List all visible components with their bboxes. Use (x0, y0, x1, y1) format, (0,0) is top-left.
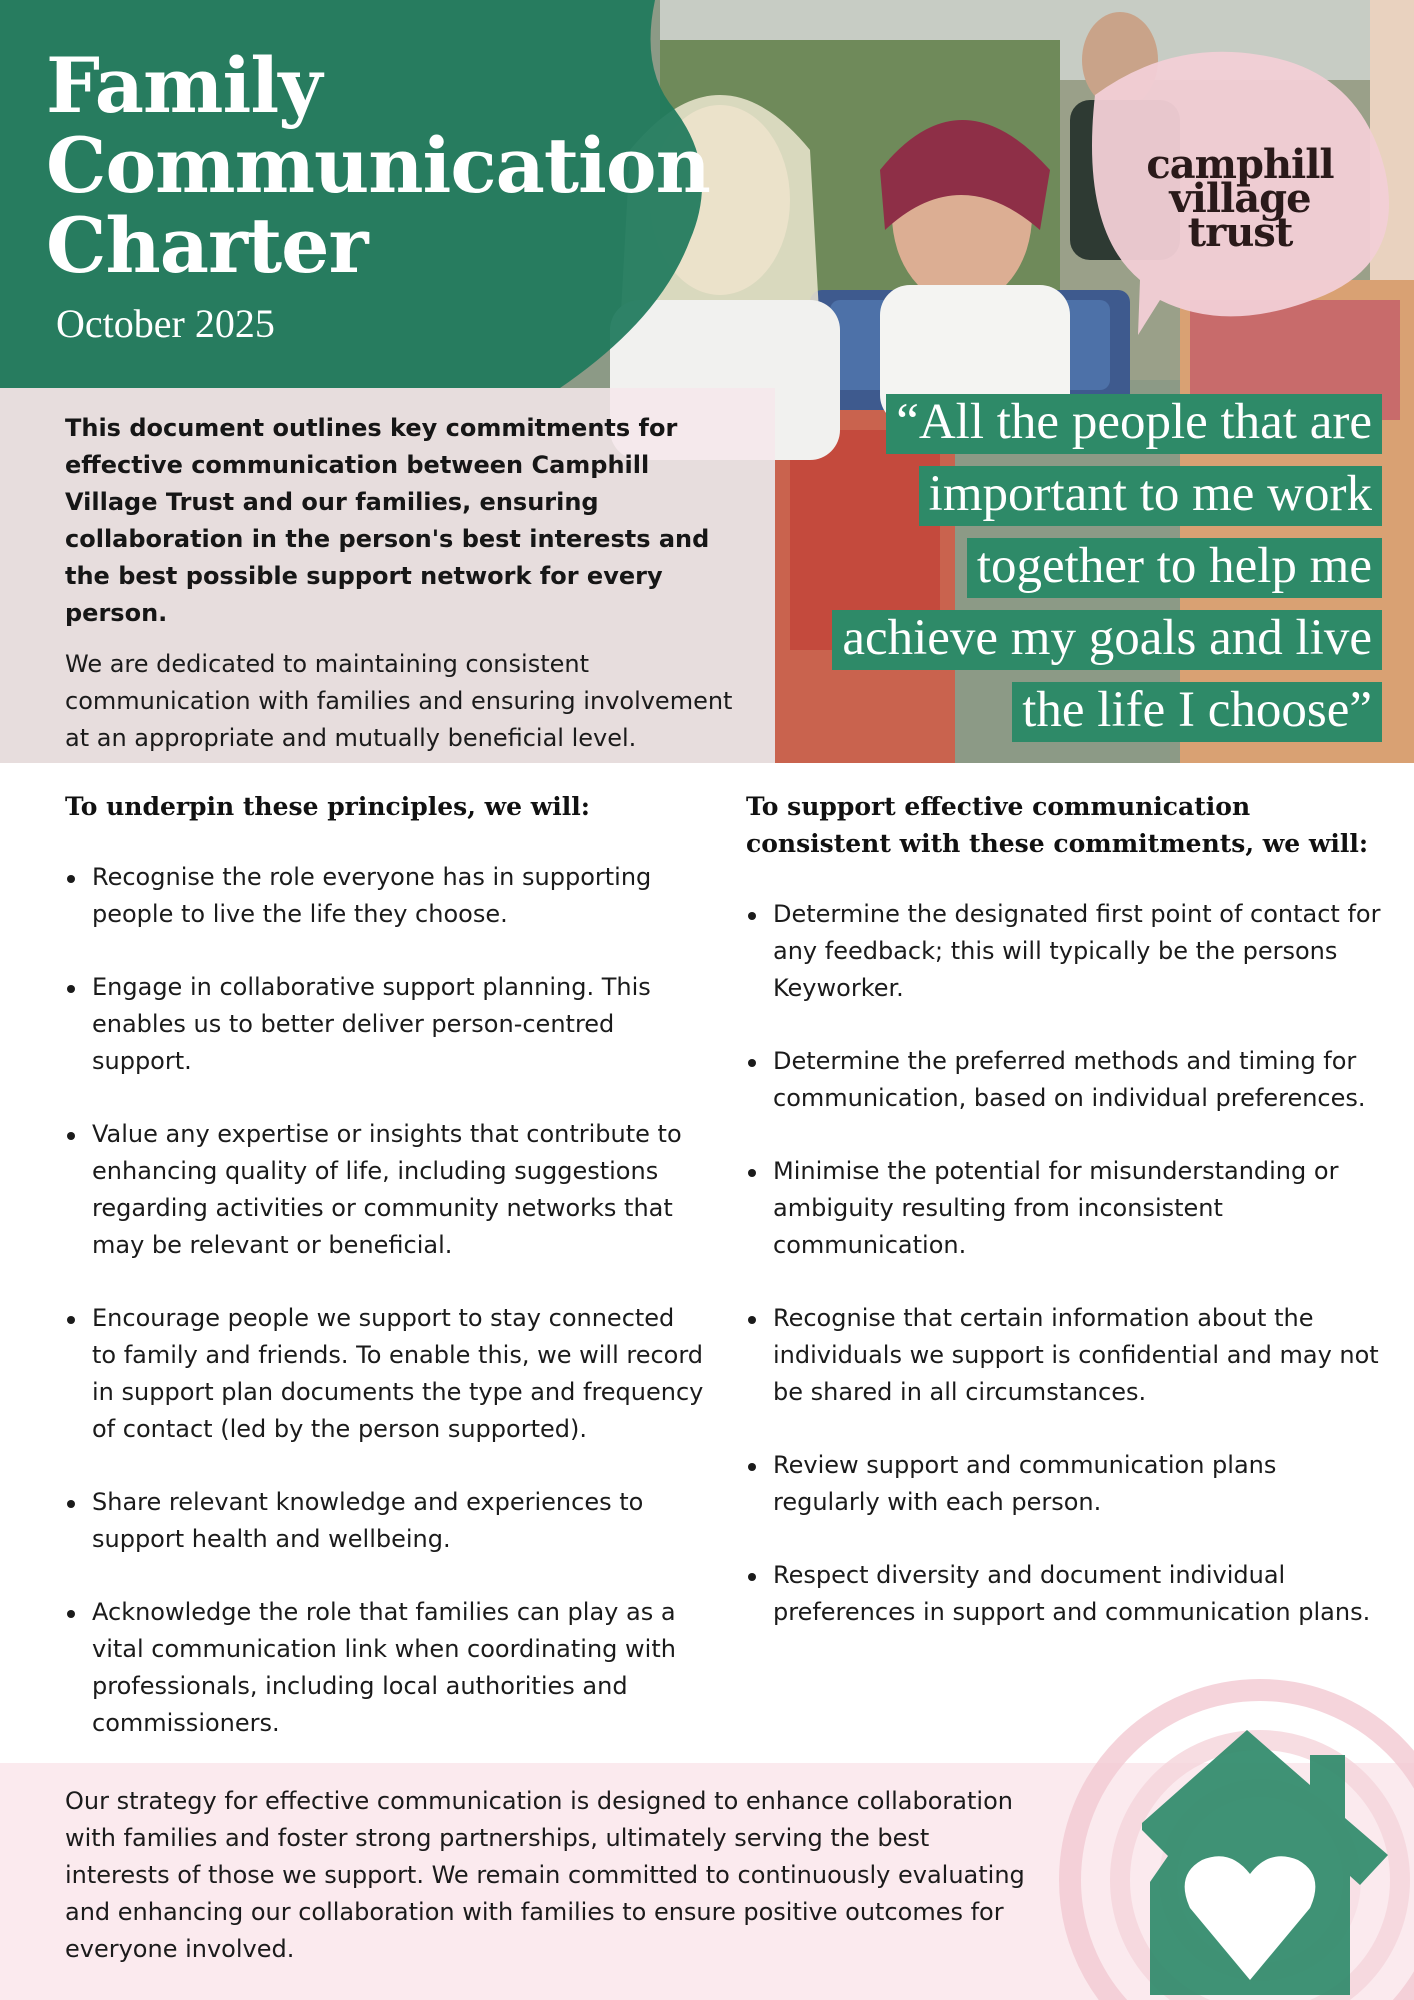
footer-statement: Our strategy for effective communication is designed to enhance collaboration with families and foster strong partnerships, ultimately serving the best interests of those we support. We remain committed to continuously evaluating and enhancing our collaboration with families to ensure positive outcomes for everyone involved. (65, 1787, 1025, 1963)
house-heart-icon (1010, 1660, 1414, 2000)
title-line: Family (46, 41, 322, 130)
quote-text: “All the people that are important to me work together to help me achieve my goals and live the life I choose” (832, 394, 1382, 742)
title-line: Charter (46, 201, 368, 290)
communication-column (746, 788, 1386, 1667)
list-item: Determine the preferred methods and timing for communication, based on individual preferences. (746, 1043, 1386, 1117)
logo-line: trust (1187, 209, 1293, 256)
list-item: Encourage people we support to stay connected to family and friends. To enable this, we will record in support plan documents the type and frequency of contact (led by the person supported). (65, 1300, 705, 1448)
pull-quote (822, 386, 1382, 746)
intro-summary: This document outlines key commitments for effective communication between Camphill Village Trust and our families, ensuring collaboration in the person's best interests and the best possible support network for every person. (65, 414, 710, 627)
list-item: Review support and communication plans regularly with each person. (746, 1447, 1386, 1521)
list-item: Recognise the role everyone has in supporting people to live the life they choose. (65, 859, 705, 933)
camphill-logo (1120, 141, 1360, 256)
page-title (46, 41, 710, 290)
communication-heading: To support effective communication consistent with these commitments, we will: (746, 792, 1369, 858)
intro-section (65, 410, 745, 757)
document-date: October 2025 (56, 301, 275, 346)
principles-heading: To underpin these principles, we will: (65, 792, 590, 821)
list-item: Value any expertise or insights that contribute to enhancing quality of life, including suggestions regarding activities or community networks that may be relevant or beneficial. (65, 1116, 705, 1264)
principles-list (65, 859, 705, 1742)
list-item: Engage in collaborative support planning. This enables us to better deliver person-centred support. (65, 969, 705, 1080)
list-item: Recognise that certain information about the individuals we support is confidential and may not be shared in all circumstances. (746, 1300, 1386, 1411)
logo-line: village (1169, 175, 1311, 222)
title-line: Communication (46, 121, 710, 210)
principles-column (65, 788, 705, 1778)
list-item: Respect diversity and document individual preferences in support and communication plans. (746, 1557, 1386, 1631)
list-item: Determine the designated first point of contact for any feedback; this will typically be the persons Keyworker. (746, 896, 1386, 1007)
list-item: Share relevant knowledge and experiences to support health and wellbeing. (65, 1484, 705, 1558)
logo-line: camphill (1146, 141, 1334, 188)
communication-list (746, 896, 1386, 1631)
intro-commitment: We are dedicated to maintaining consistent communication with families and ensuring involvement at an appropriate and mutually beneficial level. (65, 650, 733, 752)
hero-banner (0, 0, 1414, 763)
list-item: Acknowledge the role that families can play as a vital communication link when coordinating with professionals, including local authorities and commissioners. (65, 1594, 705, 1742)
list-item: Minimise the potential for misunderstanding or ambiguity resulting from inconsistent communication. (746, 1153, 1386, 1264)
